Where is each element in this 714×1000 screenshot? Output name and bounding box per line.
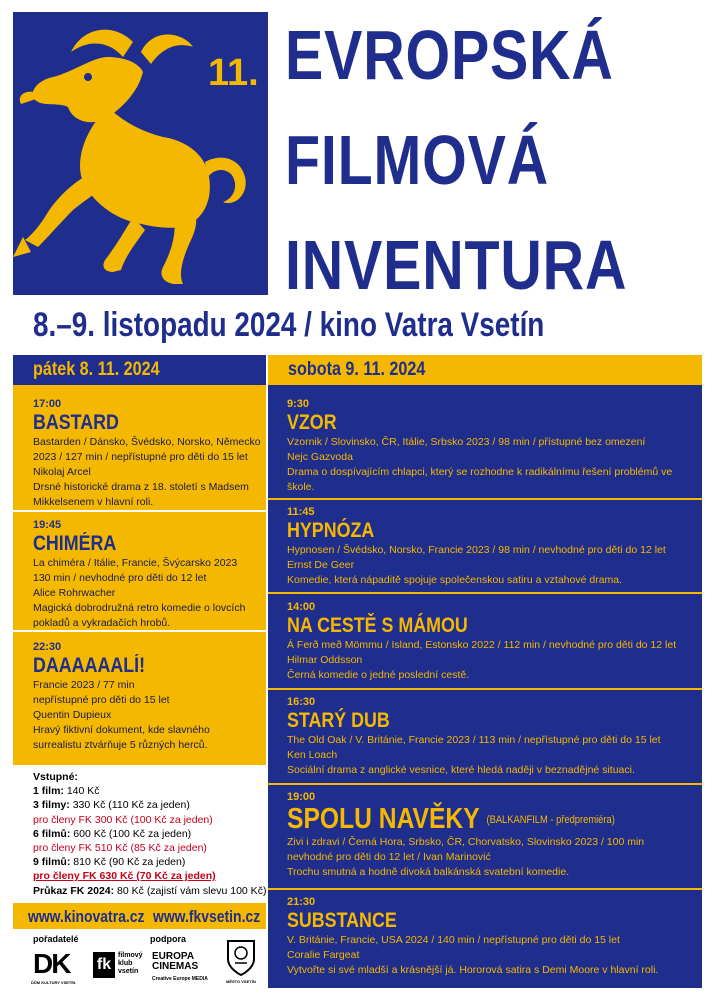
prices-heading: Vstupné: bbox=[33, 771, 78, 783]
film-info-line: nevhodné pro děti do 12 let / Ivan Marinović bbox=[287, 851, 491, 864]
title-line-3: INVENTURA bbox=[285, 226, 628, 304]
link-kinovatra[interactable]: www.kinovatra.cz bbox=[28, 907, 145, 926]
dk-logo-text: DK bbox=[33, 948, 70, 979]
divider bbox=[13, 510, 266, 512]
film-note: (BALKANFILM - předpremiéra) bbox=[486, 814, 615, 827]
film-info-line: Francie 2023 / 77 min bbox=[33, 679, 135, 691]
divider bbox=[268, 688, 702, 690]
price-value: 80 Kč (zajistí vám slevu 100 Kč) bbox=[117, 884, 267, 897]
film-title: SUBSTANCE bbox=[287, 909, 397, 932]
film-chimera[interactable] bbox=[33, 518, 245, 631]
saturday-header bbox=[268, 355, 702, 385]
film-info-line: The Old Oak / V. Británie, Francie 2023 / 113 min / nepřístupné pro děti do 15 let bbox=[287, 734, 661, 746]
price-label: 1 film: bbox=[33, 785, 64, 798]
film-title bbox=[287, 804, 615, 835]
film-info-line: 130 min / nevhodné pro děti do 12 let bbox=[33, 572, 207, 584]
film-time: 19:45 bbox=[33, 519, 62, 531]
film-description: Trochu smutná a hodně divoká balkánská svatební komedie. bbox=[287, 866, 570, 879]
divider bbox=[268, 498, 702, 500]
film-info-line: La chiméra / Itálie, Francie, Švýcarsko 2023 bbox=[33, 557, 238, 569]
admission-prices bbox=[33, 770, 266, 898]
film-info-line: Vzornik / Slovinsko, ČR, Itálie, Srbsko 2023 / 98 min / přístupné bez omezení bbox=[287, 436, 646, 448]
film-info-line: nepřístupné pro děti do 15 let bbox=[33, 694, 170, 706]
film-description: Drsné historické drama z 18. století s Madsem bbox=[33, 481, 249, 493]
film-title: CHIMÉRA bbox=[33, 532, 117, 555]
film-director: Ken Loach bbox=[287, 749, 338, 761]
film-description: Mikkelsenem v hlavní roli. bbox=[33, 496, 154, 508]
film-na-ceste-s-mamou[interactable] bbox=[287, 600, 676, 683]
city-emblem-icon bbox=[225, 937, 257, 977]
film-title: DAAAAAALÍ! bbox=[33, 654, 146, 677]
film-daaaaaali[interactable] bbox=[33, 640, 210, 753]
price-label: 3 filmy: bbox=[33, 799, 70, 812]
film-description: surrealistu ztvárňuje 5 různých herců. bbox=[33, 739, 208, 751]
price-label: Průkaz FK 2024: bbox=[33, 884, 115, 897]
price-value: 140 Kč bbox=[66, 785, 100, 798]
film-info-line: Zivi i zdravi / Černá Hora, Srbsko, ČR, Chorvatsko, Slovinsko 2023 / 100 min bbox=[287, 836, 645, 849]
web-links-bar bbox=[13, 903, 266, 929]
film-vzor[interactable] bbox=[287, 397, 672, 495]
film-time: 21:30 bbox=[287, 896, 316, 908]
saturday-label: sobota 9. 11. 2024 bbox=[288, 359, 426, 380]
film-description: Sociální drama z anglické vesnice, které hledá naději v beznadějné situaci. bbox=[287, 764, 635, 776]
festival-dates: 8.–9. listopadu 2024 / kino Vatra Vsetín bbox=[33, 306, 545, 344]
film-info-line: Á Ferð með Mömmu / Island, Estonsko 2022 / 112 min / nevhodné pro děti do 12 let bbox=[287, 639, 677, 651]
europa-caption: Creative Europe MEDIA bbox=[152, 976, 208, 982]
film-director: Hilmar Oddsson bbox=[287, 654, 363, 666]
price-row bbox=[33, 884, 266, 898]
price-label: 6 filmů: bbox=[33, 827, 71, 840]
film-info-line: Hypnosen / Švédsko, Norsko, Francie 2023 / 98 min / nevhodné pro děti do 12 let bbox=[287, 544, 666, 556]
film-description: Vytvořte si své mladší a krásnější já. Hororová satira s Demi Moore v hlavní roli. bbox=[287, 964, 659, 976]
film-title: BASTARD bbox=[33, 411, 119, 434]
divider bbox=[268, 592, 702, 594]
film-time: 16:30 bbox=[287, 696, 316, 708]
film-spolu-naveky[interactable] bbox=[287, 790, 673, 880]
dk-caption: DŮM KULTURY VSETÍN bbox=[31, 980, 76, 985]
film-description: škole. bbox=[287, 481, 315, 493]
film-description: Magická dobrodružná retro komedie o lovcích bbox=[33, 602, 246, 614]
member-price: pro členy FK 300 Kč (100 Kč za jeden) bbox=[33, 813, 213, 826]
film-info-line: 2023 / 127 min / nepřístupné pro děti do 15 let bbox=[33, 451, 248, 463]
price-value: 600 Kč (100 Kč za jeden) bbox=[73, 827, 192, 840]
film-title: HYPNÓZA bbox=[287, 519, 375, 542]
price-label: 9 filmů: bbox=[33, 856, 71, 869]
film-time: 9:30 bbox=[287, 398, 310, 410]
film-stary-dub[interactable] bbox=[287, 695, 661, 778]
organizers-label: pořadatelé bbox=[33, 934, 79, 944]
price-row bbox=[33, 784, 266, 798]
film-director: Ernst De Geer bbox=[287, 559, 355, 571]
film-director: Coralie Fargeat bbox=[287, 949, 360, 961]
europa-cinemas-logo: EUROPA CINEMAS bbox=[152, 951, 199, 972]
price-row bbox=[33, 855, 266, 869]
member-price: pro členy FK 630 Kč (70 Kč za jeden) bbox=[33, 870, 216, 883]
friday-label: pátek 8. 11. 2024 bbox=[33, 359, 160, 380]
fk-logo: fk bbox=[93, 952, 115, 978]
film-title: NA CESTĚ S MÁMOU bbox=[287, 614, 468, 637]
film-time: 19:00 bbox=[287, 791, 316, 803]
film-director: Quentin Dupieux bbox=[33, 709, 112, 721]
film-director: Alice Rohrwacher bbox=[33, 587, 116, 599]
film-title-text: SPOLU NAVĚKY bbox=[287, 803, 480, 835]
film-description: Drama o dospívajícím chlapci, který se rozhodne k radikálnímu řešení problémů ve bbox=[287, 466, 673, 478]
festival-logo bbox=[13, 12, 268, 295]
film-hypnoza[interactable] bbox=[287, 505, 666, 588]
link-fkvsetin[interactable]: www.fkvsetin.cz bbox=[153, 907, 261, 926]
film-description: Hravý fiktivní dokument, kde slavného bbox=[33, 724, 210, 736]
support-label: podpora bbox=[150, 934, 186, 944]
film-info-line: Bastarden / Dánsko, Švédsko, Norsko, Německo bbox=[33, 436, 261, 448]
price-value: 810 Kč (90 Kč za jeden) bbox=[73, 856, 186, 869]
film-description: pokladů a vykradačích hrobů. bbox=[33, 617, 171, 629]
film-description: Černá komedie o jedné poslední cestě. bbox=[287, 669, 470, 681]
film-director: Nejc Gazvoda bbox=[287, 451, 353, 463]
film-director: Nikolaj Arcel bbox=[33, 466, 91, 478]
divider bbox=[268, 783, 702, 785]
film-description: Komedie, která nápaditě spojuje společenskou satiru a vztahové drama. bbox=[287, 574, 623, 586]
friday-header bbox=[13, 355, 266, 385]
city-caption: MĚSTO VSETÍN bbox=[226, 979, 256, 984]
film-time: 17:00 bbox=[33, 398, 62, 410]
price-row bbox=[33, 827, 266, 841]
film-bastard[interactable] bbox=[33, 397, 261, 510]
film-title: STARÝ DUB bbox=[287, 709, 390, 732]
title-line-1: EVROPSKÁ bbox=[285, 16, 614, 94]
film-time: 22:30 bbox=[33, 641, 62, 653]
price-row bbox=[33, 798, 266, 812]
edition-number: 11. bbox=[208, 52, 259, 94]
price-value: 330 Kč (110 Kč za jeden) bbox=[72, 799, 190, 812]
fk-caption: filmový klub vsetín bbox=[118, 952, 143, 975]
film-info-line: V. Británie, Francie, USA 2024 / 140 min / nepřístupné pro děti do 15 let bbox=[287, 934, 620, 946]
film-substance[interactable] bbox=[287, 895, 658, 978]
divider bbox=[268, 888, 702, 890]
title-line-2: FILMOVÁ bbox=[285, 121, 550, 199]
film-time: 14:00 bbox=[287, 601, 316, 613]
dk-logo bbox=[33, 950, 69, 978]
film-title: VZOR bbox=[287, 411, 337, 434]
film-time: 11:45 bbox=[287, 506, 315, 518]
member-price: pro členy FK 510 Kč (85 Kč za jeden) bbox=[33, 842, 207, 855]
